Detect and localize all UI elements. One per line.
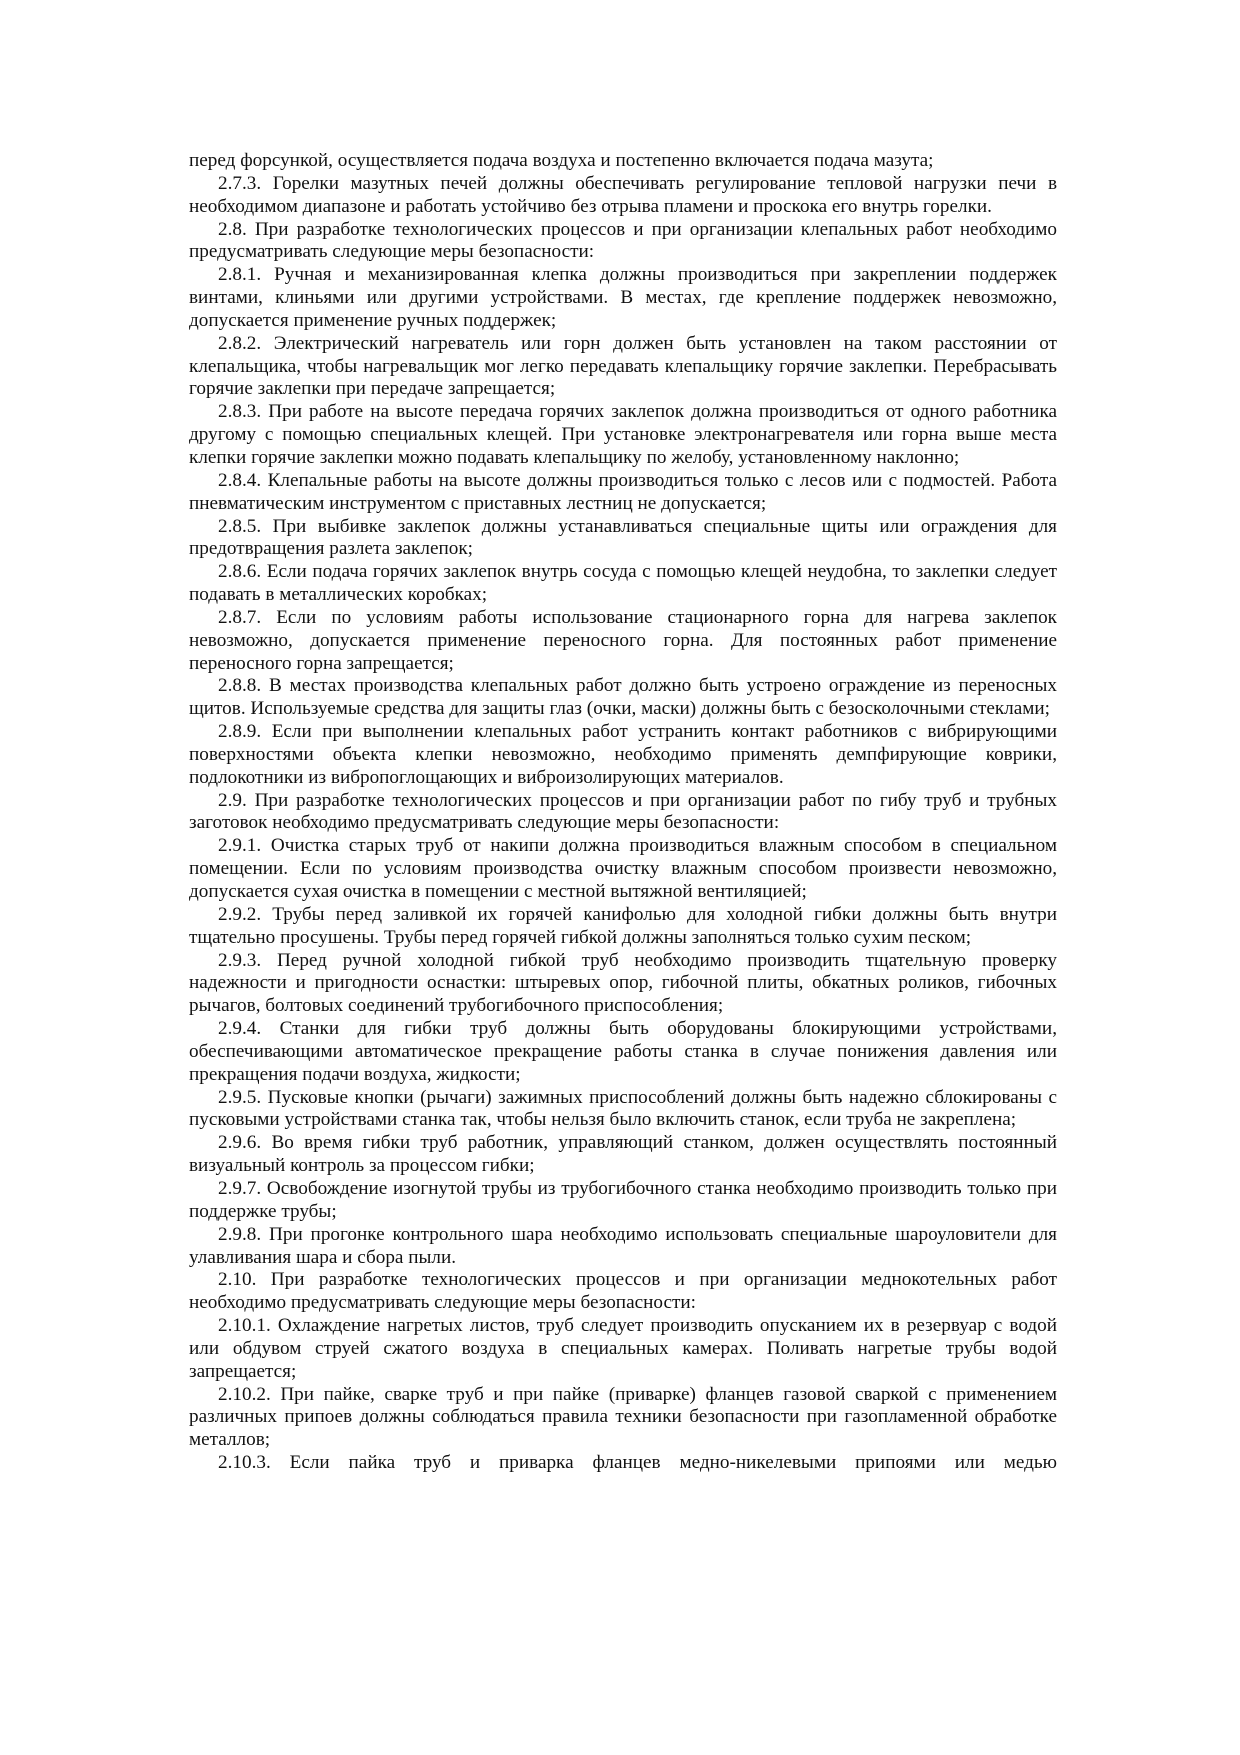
paragraph-continuation: перед форсункой, осуществляется подача воздуха и постепенно включается подача мазута;: [189, 150, 934, 171]
paragraph-2-8-5: 2.8.5. При выбивке заклепок должны устанавливаться специальные щиты или ограждения для предотвращения разлета заклепок;: [189, 515, 1057, 560]
paragraph-2-8: 2.8. При разработке технологических процессов и при организации клепальных работ необходимо предусматривать следующие меры безопасности:: [189, 218, 1057, 263]
paragraph-2-8-3: 2.8.3. При работе на высоте передача горячих заклепок должна производиться от одного работника другому с помощью специальных клещей. При установке электронагревателя или горна выше места клепки горячие заклепки можно подавать клепальщику по желобу, установленному наклонно;: [189, 401, 1057, 468]
paragraph-2-9-6: 2.9.6. Во время гибки труб работник, управляющий станком, должен осуществлять постоянный визуальный контроль за процессом гибки;: [189, 1132, 1057, 1177]
paragraph-2-9-8: 2.9.8. При прогонке контрольного шара необходимо использовать специальные шароуловители для улавливания шара и сбора пыли.: [189, 1223, 1057, 1268]
paragraph-2-9-3: 2.9.3. Перед ручной холодной гибкой труб необходимо производить тщательную проверку надежности и пригодности оснастки: штыревых опор, гибочной плиты, обкатных роликов, гибочных рычагов, болтовых соединений трубогибочного приспособления;: [189, 949, 1057, 1017]
paragraph-2-8-2: 2.8.2. Электрический нагреватель или горн должен быть установлен на таком расстоянии от клепальщика, чтобы нагревальщик мог легко передавать клепальщику горячие заклепки. Перебрасывать горячие заклепки при передаче запрещается;: [189, 332, 1057, 400]
paragraph-2-7-3: 2.7.3. Горелки мазутных печей должны обеспечивать регулирование тепловой нагрузки печи в необходимом диапазоне и работать устойчиво без отрыва пламени и проскока его внутрь горелки.: [189, 172, 1057, 217]
document-page: [189, 150, 1057, 1475]
paragraph-2-8-9: 2.8.9. Если при выполнении клепальных работ устранить контакт работников с вибрирующими поверхностями объекта клепки невозможно, необходимо применять демпфирующие коврики, подлокотники из вибропоглощающих и виброизолирующих материалов.: [189, 721, 1057, 788]
paragraph-2-9-1: 2.9.1. Очистка старых труб от накипи должна производиться влажным способом в специальном помещении. Если по условиям производства очистку влажным способом произвести невозможно, допускается сухая очистка в помещении с местной вытяжной вентиляцией;: [189, 835, 1057, 902]
paragraph-2-9: 2.9. При разработке технологических процессов и при организации работ по гибу труб и трубных заготовок необходимо предусматривать следующие меры безопасности:: [189, 789, 1057, 834]
paragraph-2-8-1: 2.8.1. Ручная и механизированная клепка должны производиться при закреплении поддержек винтами, клиньями или другими устройствами. В местах, где крепление поддержек невозможно, допускается применение ручных поддержек;: [189, 264, 1057, 331]
paragraph-2-8-6: 2.8.6. Если подача горячих заклепок внутрь сосуда с помощью клещей неудобна, то заклепки следует подавать в металлических коробках;: [189, 561, 1057, 606]
paragraph-2-9-2: 2.9.2. Трубы перед заливкой их горячей канифолью для холодной гибки должны быть внутри тщательно просушены. Трубы перед горячей гибкой должны заполняться только сухим песком;: [189, 903, 1057, 948]
paragraph-2-10-2: 2.10.2. При пайке, сварке труб и при пайке (приварке) фланцев газовой сваркой с применением различных припоев должны соблюдаться правила техники безопасности при газопламенной обработке металлов;: [189, 1383, 1057, 1451]
paragraph-2-8-8: 2.8.8. В местах производства клепальных работ должно быть устроено ограждение из переносных щитов. Используемые средства для защиты глаз (очки, маски) должны быть с безосколочными стеклами;: [189, 675, 1057, 720]
paragraph-2-8-7: 2.8.7. Если по условиям работы использование стационарного горна для нагрева заклепок невозможно, допускается применение переносного горна. Для постоянных работ применение переносного горна запрещается;: [189, 606, 1057, 674]
paragraph-2-8-4: 2.8.4. Клепальные работы на высоте должны производиться только с лесов или с подмостей. Работа пневматическим инструментом с приставных лестниц не допускается;: [189, 469, 1057, 514]
paragraph-2-10: 2.10. При разработке технологических процессов и при организации меднокотельных работ необходимо предусматривать следующие меры безопасности:: [189, 1269, 1057, 1314]
paragraph-2-10-3: 2.10.3. Если пайка труб и приварка фланцев медно-никелевыми припоями или медью: [218, 1452, 1057, 1474]
paragraph-2-9-4: 2.9.4. Станки для гибки труб должны быть оборудованы блокирующими устройствами, обеспечивающими автоматическое прекращение работы станка в случае понижения давления или прекращения подачи воздуха, жидкости;: [189, 1018, 1057, 1085]
paragraph-2-9-7: 2.9.7. Освобождение изогнутой трубы из трубогибочного станка необходимо производить только при поддержке трубы;: [189, 1177, 1057, 1222]
paragraph-2-10-1: 2.10.1. Охлаждение нагретых листов, труб следует производить опусканием их в резервуар с водой или обдувом струей сжатого воздуха в специальных камерах. Поливать нагретые трубы водой запрещается;: [189, 1315, 1057, 1382]
paragraph-2-9-5: 2.9.5. Пусковые кнопки (рычаги) зажимных приспособлений должны быть надежно сблокированы с пусковыми устройствами станка так, чтобы нельзя было включить станок, если труба не закреплена;: [189, 1086, 1057, 1131]
